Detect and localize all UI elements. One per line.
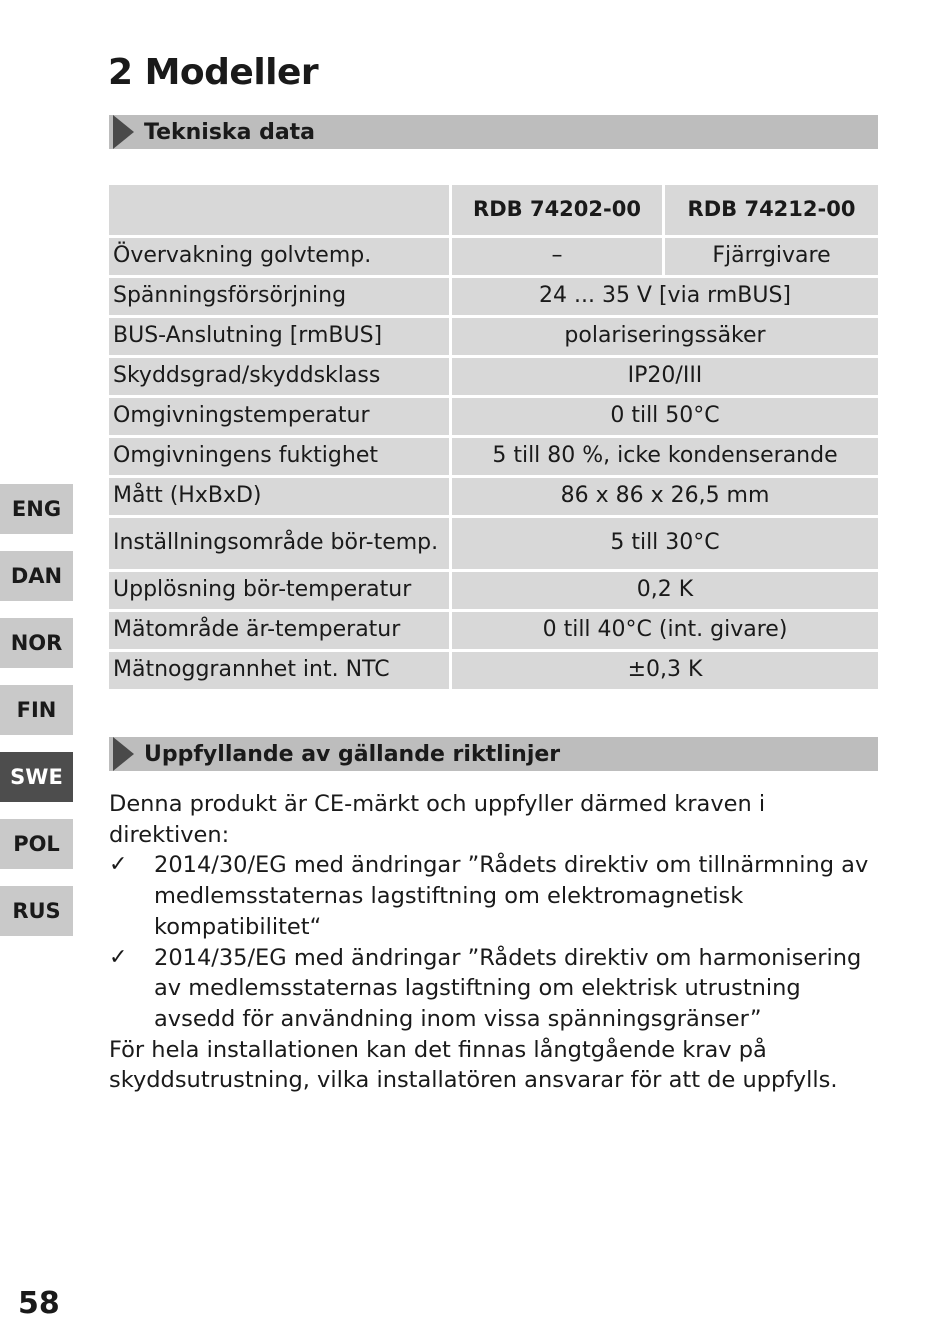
row-value: 0 till 50°C — [452, 398, 878, 435]
row-label: Övervakning golvtemp. — [109, 238, 449, 275]
chapter-title: 2 Modeller — [108, 52, 319, 93]
row-label: Omgivningens fuktighet — [109, 438, 449, 475]
list-item — [109, 943, 889, 1035]
check-mark-icon: ✓ — [109, 852, 128, 878]
table-row — [109, 438, 878, 475]
row-label: Mått (HxBxD) — [109, 478, 449, 515]
language-tab-dan[interactable]: DAN — [0, 551, 73, 601]
language-tab-fin[interactable]: FIN — [0, 685, 73, 735]
row-value: 0,2 K — [452, 572, 878, 609]
row-value: – — [452, 238, 662, 275]
row-label: Spänningsförsörjning — [109, 278, 449, 315]
list-item-text: 2014/30/EG med ändringar ”Rådets direktiv om tillnärmning av medlemsstaternas lagstiftning om elektromagnetisk kompatibilitet“ — [154, 852, 869, 940]
section-title: Tekniska data — [144, 119, 316, 145]
table-row — [109, 612, 878, 649]
triangle-right-icon — [113, 115, 134, 149]
row-value: ±0,3 K — [452, 652, 878, 689]
table-header-cell: RDB 74212-00 — [665, 185, 878, 235]
row-value: polariseringssäker — [452, 318, 878, 355]
language-tab-rus[interactable]: RUS — [0, 886, 73, 936]
table-row — [109, 652, 878, 689]
language-tab-swe[interactable]: SWE — [0, 752, 73, 802]
row-label: Omgivningstemperatur — [109, 398, 449, 435]
check-mark-icon: ✓ — [109, 944, 128, 970]
row-label: BUS-Anslutning [rmBUS] — [109, 318, 449, 355]
table-row — [109, 572, 878, 609]
table-header-row — [109, 185, 878, 235]
compliance-intro: Denna produkt är CE-märkt och uppfyller därmed kraven i direktiven: — [109, 791, 766, 848]
section-title: Uppfyllande av gällande riktlinjer — [144, 741, 561, 767]
row-value: 5 till 30°C — [452, 518, 878, 569]
row-label: Skyddsgrad/skyddsklass — [109, 358, 449, 395]
table-row — [109, 238, 878, 275]
section-header-technical-data — [109, 115, 878, 149]
table-row — [109, 358, 878, 395]
row-label: Upplösning bör-temperatur — [109, 572, 449, 609]
technical-data-table — [106, 182, 881, 692]
row-value: 86 x 86 x 26,5 mm — [452, 478, 878, 515]
list-item-text: 2014/35/EG med ändringar ”Rådets direktiv om harmonisering av medlemsstaternas lagstiftning om elektrisk utrustning avsedd för användning inom vissa spänningsgränser” — [154, 944, 862, 1032]
row-value: 0 till 40°C (int. givare) — [452, 612, 878, 649]
row-value: 24 ... 35 V [via rmBUS] — [452, 278, 878, 315]
compliance-outro: För hela installationen kan det finnas långtgående krav på skyddsutrustning, vilka installatören ansvarar för att de uppfylls. — [109, 1036, 838, 1094]
table-header-cell — [109, 185, 449, 235]
table-row — [109, 318, 878, 355]
language-tab-nor[interactable]: NOR — [0, 618, 73, 668]
row-label: Inställningsområde bör-temp. — [109, 518, 449, 569]
list-item — [109, 850, 889, 942]
language-tab-eng[interactable]: ENG — [0, 484, 73, 534]
row-value: IP20/III — [452, 358, 878, 395]
table-row — [109, 278, 878, 315]
table-header-cell: RDB 74202-00 — [452, 185, 662, 235]
section-header-compliance — [109, 737, 878, 771]
compliance-text — [109, 789, 889, 1096]
table-row — [109, 398, 878, 435]
language-tab-pol[interactable]: POL — [0, 819, 73, 869]
row-value: Fjärrgivare — [665, 238, 878, 275]
table-row — [109, 518, 878, 569]
triangle-right-icon — [113, 737, 134, 771]
table-row — [109, 478, 878, 515]
row-value: 5 till 80 %, icke kondenserande — [452, 438, 878, 475]
row-label: Mätområde är-temperatur — [109, 612, 449, 649]
row-label: Mätnoggrannhet int. NTC — [109, 652, 449, 689]
page-number: 58 — [18, 1286, 60, 1321]
